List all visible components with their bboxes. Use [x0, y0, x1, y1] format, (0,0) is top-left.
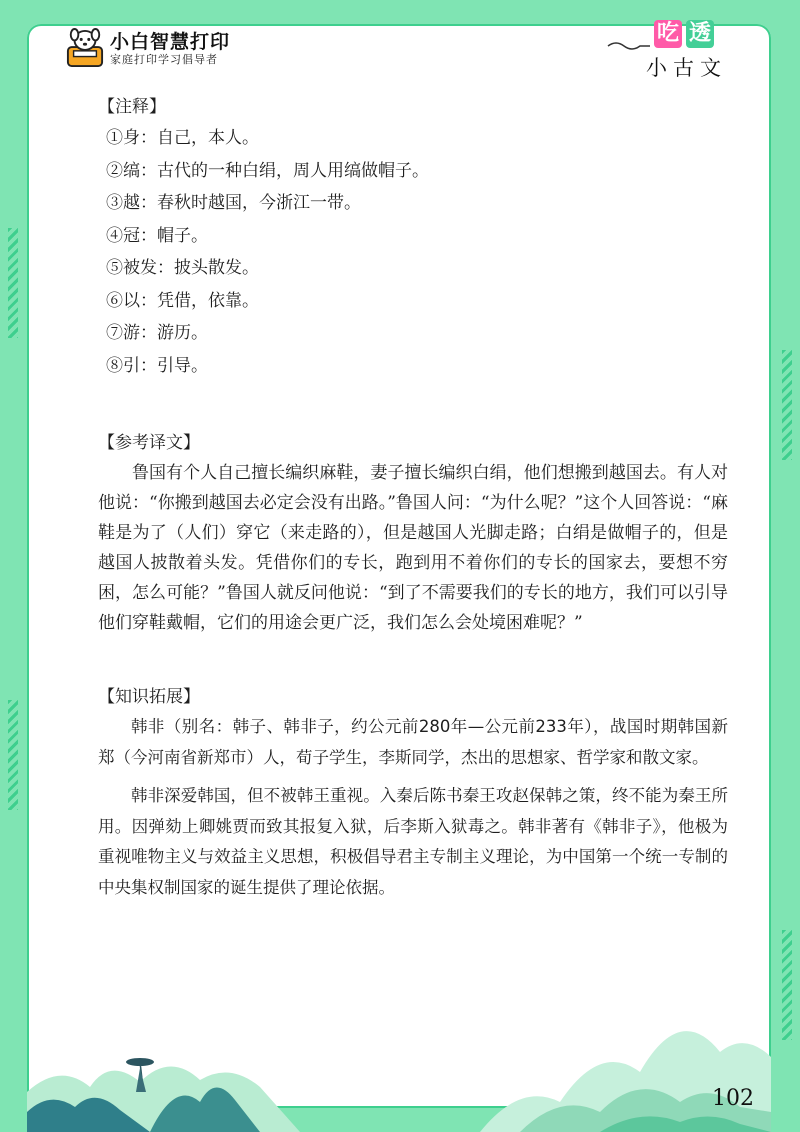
brand-line-xiaoguwen: 小古文: [646, 56, 727, 80]
mountain-landscape-illustration: [0, 962, 800, 1132]
knowledge-heading: 【知识拓展】: [98, 687, 200, 707]
logo-subtitle: 家庭打印学习倡导者: [110, 52, 218, 66]
brand-char-tou: 透: [686, 20, 714, 48]
note-item: ⑦游：游历。: [106, 323, 208, 343]
logo-title: 小白智慧打印: [110, 30, 231, 53]
right-hatch-decoration: [782, 350, 792, 460]
translation-text: 鲁国有个人自己擅长编织麻鞋，妻子擅长编织白绢，他们想搬到越国去。有人对他说：“你搬到越国去必定会没有出路。”鲁国人问：“为什么呢？”这个人回答说：“麻鞋是为了（人们）穿它（来走路的），但是越国人光脚走路；白绢是做帽子的，但是越国人披散着头发。凭借你们的专长，跑到用不着你们的专长的国家去，要想不穷困，怎么可能？”鲁国人就反问他说：“到了不需要我们的专长的地方，我们可以引导他们穿鞋戴帽，它们的用途会更广泛，我们怎么会处境困难呢？”: [98, 463, 728, 633]
note-item: ⑤被发：披头散发。: [106, 258, 259, 278]
page-content: [98, 92, 728, 903]
knowledge-paragraph: 韩非（别名：韩子、韩非子，约公元前280年—公元前233年），战国时期韩国新郑（今河南省新郑市）人，荀子学生，李斯同学，杰出的思想家、哲学家和散文家。: [98, 717, 728, 767]
brand-logo: [66, 28, 230, 68]
cloud-swirl-icon: [606, 38, 652, 52]
note-item: ⑧引：引导。: [106, 355, 208, 376]
printer-dog-icon: [66, 28, 104, 68]
note-item: ④冠：帽子。: [106, 225, 208, 246]
left-hatch-decoration-lower: [8, 700, 18, 810]
page-number: 102: [712, 1086, 754, 1111]
note-item: ②缟：古代的一种白绢，周人用缟做帽子。: [106, 160, 429, 181]
brand-char-chi: 吃: [654, 20, 682, 48]
knowledge-paragraph: 韩非深爱韩国，但不被韩王重视。入秦后陈书秦王攻赵保韩之策，终不能为秦王所用。因弹劾上卿姚贾而致其报复入狱，后李斯入狱毒之。韩非著有《韩非子》，他极为重视唯物主义与效益主义思想，积极倡导君主专制主义理论，为中国第一个统一专制的中央集权制国家的诞生提供了理论依据。: [98, 786, 728, 897]
series-brand: [606, 20, 756, 80]
left-hatch-decoration: [8, 228, 18, 338]
note-item: ⑥以：凭借，依靠。: [106, 290, 259, 311]
note-item: ①身：自己，本人。: [106, 128, 259, 148]
translation-heading: 【参考译文】: [98, 433, 200, 453]
note-item: ③越：春秋时越国，今浙江一带。: [106, 193, 361, 213]
notes-heading: 【注释】: [98, 97, 166, 117]
